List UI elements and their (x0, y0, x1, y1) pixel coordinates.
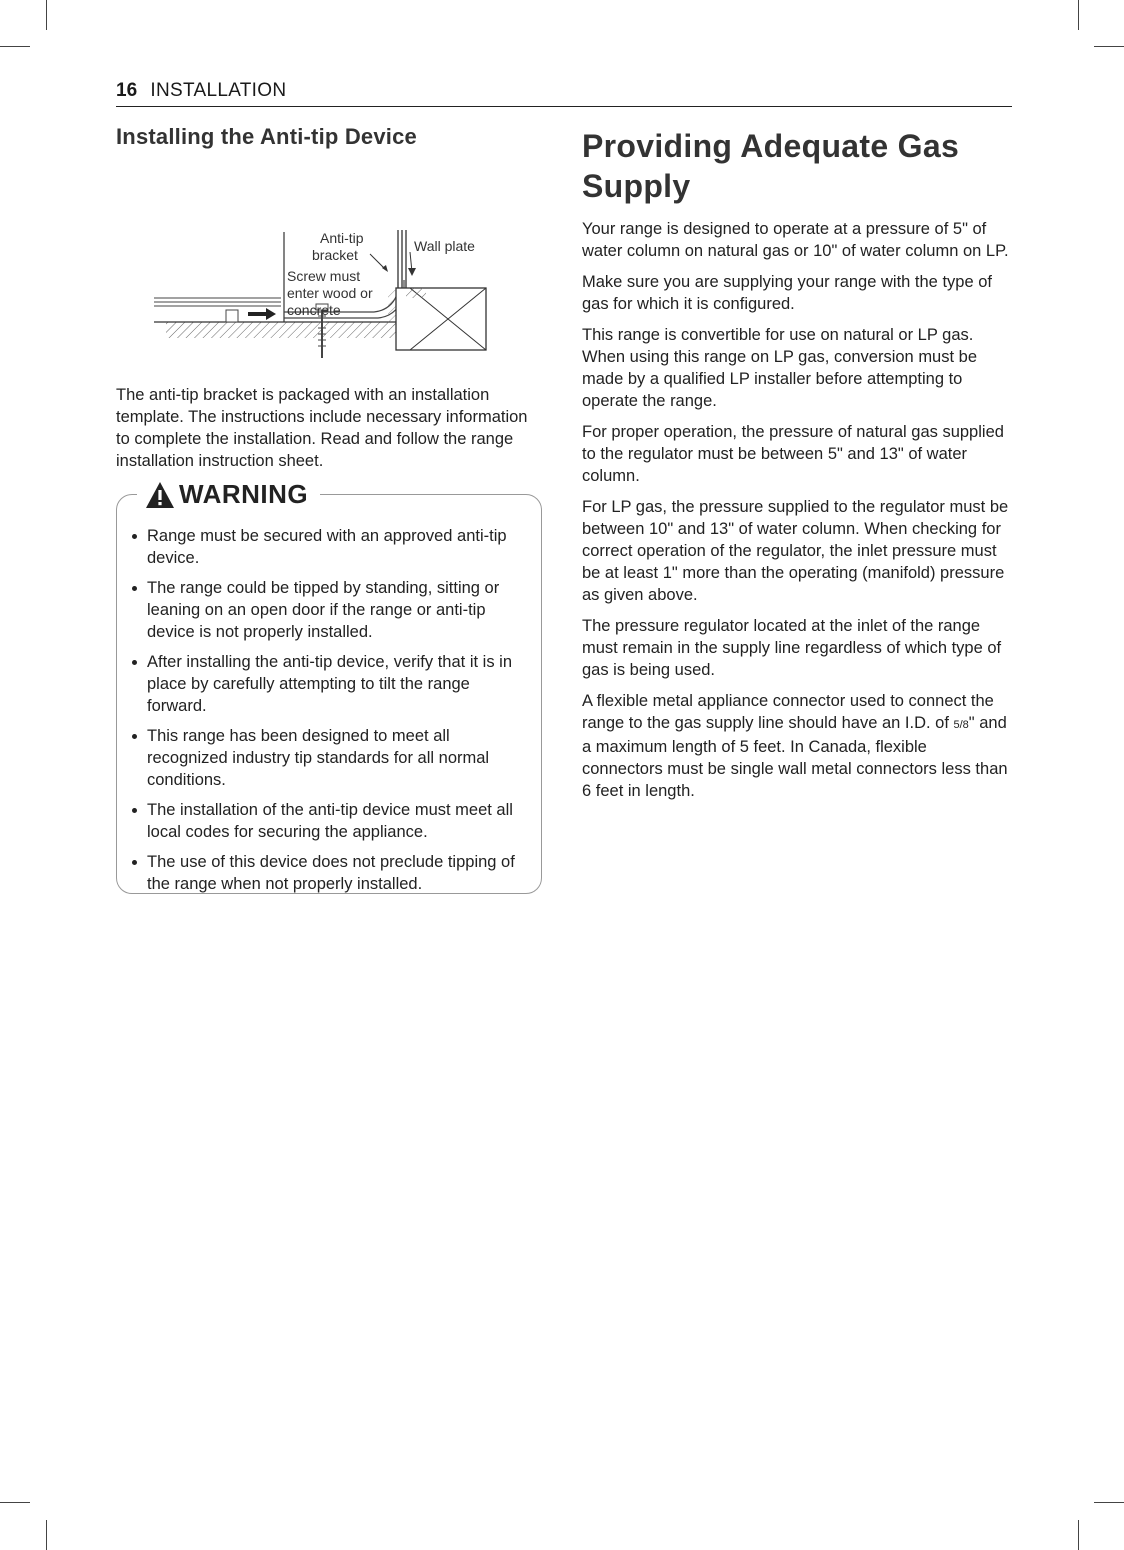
warning-title: WARNING (179, 479, 309, 509)
section-title: INSTALLATION (150, 80, 287, 101)
label-anti-tip (312, 230, 364, 264)
gas-paragraph: For LP gas, the pressure supplied to the regulator must be between 10" and 13" of water column. When checking for correct operation of the regulator, the inlet pressure must be at least 1" more than the operating (manifold) pressure as given above. (582, 498, 1009, 604)
gas-paragraph: This range is convertible for use on natural or LP gas. When using this range on LP gas, conversion must be made by a qualified LP installer before attempting to operate the range. (582, 326, 978, 410)
gas-paragraph: The pressure regulator located at the inlet of the range must remain in the supply line regardless of which type of gas is being used. (582, 617, 1002, 679)
gas-supply-heading: Providing Adequate Gas Supply (582, 128, 960, 204)
warning-icon (145, 481, 175, 509)
anti-tip-heading: Installing the Anti-tip Device (116, 124, 417, 149)
crop-mark (1078, 1520, 1079, 1550)
warning-item: After installing the anti-tip device, verify that it is in place by carefully attempting to tilt the range forward. (147, 651, 531, 717)
label-anti-tip-line2: bracket (312, 247, 358, 263)
anti-tip-paragraph: The anti-tip bracket is packaged with an installation template. The instructions include necessary information to complete the installation. Read and follow the range installation instruction sheet. (116, 386, 528, 470)
arrow-icon (248, 308, 276, 320)
crop-mark (46, 1520, 47, 1550)
gas-paragraph-connector (582, 690, 1012, 802)
warning-header (137, 479, 320, 510)
label-screw-line3: concrete (287, 302, 341, 318)
label-screw-line1: Screw must (287, 268, 361, 284)
crop-mark (1094, 46, 1124, 47)
connector-text-after: " and a maximum length of 5 feet. In Canada, flexible connectors must be single wall metal connectors less than 6 feet in length. (582, 714, 1008, 800)
crop-mark (0, 46, 30, 47)
crop-mark (46, 0, 47, 30)
warning-box (116, 479, 542, 894)
page-number: 16 (116, 80, 138, 101)
gas-paragraph: Make sure you are supplying your range with the type of gas for which it is configured. (582, 273, 992, 313)
label-screw (287, 268, 373, 319)
warning-item: The installation of the anti-tip device must meet all local codes for securing the appliance. (147, 799, 531, 843)
right-column (582, 122, 1012, 811)
label-screw-line2: enter wood or (287, 285, 373, 301)
connector-text-before: A flexible metal appliance connector used to connect the range to the gas supply line should have an I.D. of (582, 692, 994, 732)
warning-list (117, 495, 541, 895)
connector-fraction: 5/8 (953, 719, 969, 731)
page-header (116, 80, 1012, 107)
crop-mark (1094, 1502, 1124, 1503)
label-wall-plate: Wall plate (414, 238, 475, 254)
label-anti-tip-line1: Anti-tip (320, 230, 364, 246)
gas-paragraph: For proper operation, the pressure of natural gas supplied to the regulator must be between 5" and 13" of water column. (582, 423, 1004, 485)
anti-tip-diagram (116, 170, 544, 370)
warning-item: The use of this device does not preclude tipping of the range when not properly installed. (147, 851, 531, 895)
crop-mark (1078, 0, 1079, 30)
gas-paragraph: Your range is designed to operate at a pressure of 5" of water column on natural gas or 10" of water column on LP. (582, 220, 1009, 260)
warning-item: Range must be secured with an approved anti-tip device. (147, 525, 531, 569)
crop-mark (0, 1502, 30, 1503)
floor-hatch (166, 322, 396, 338)
warning-item: This range has been designed to meet all recognized industry tip standards for all normal conditions. (147, 725, 531, 791)
left-column (116, 122, 544, 894)
warning-item: The range could be tipped by standing, sitting or leaning on an open door if the range or anti-tip device is not properly installed. (147, 577, 531, 643)
